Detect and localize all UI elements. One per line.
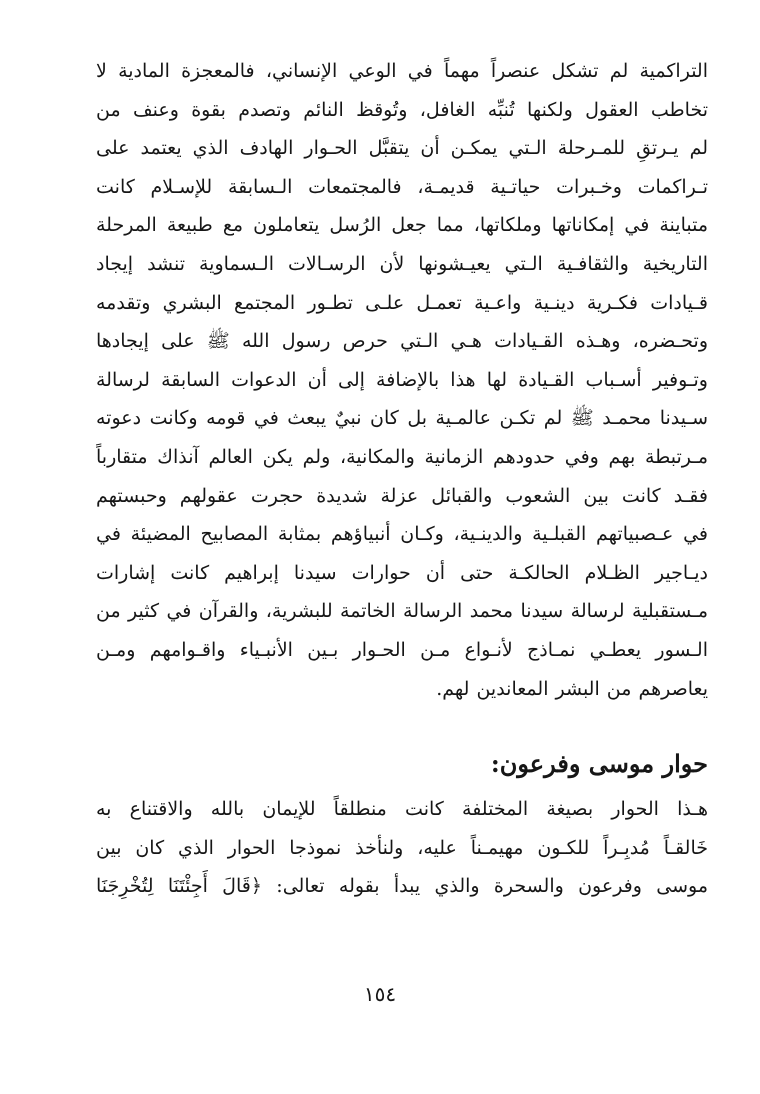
document-page: [96, 52, 708, 906]
text-line: فقـد كانت بين الشعوب والقبائل عزلة شديدة حجرت عقولهم وحبستهم: [96, 484, 708, 507]
text-line: تخاطب العقول ولكنها تُنبِّه الغافل، وتُوقظ النائم وتصدم بقوة وعنف من: [96, 98, 708, 121]
text-line: موسى وفرعون والسحرة والذي يبدأ بقوله تعالى: ﴿قَالَ أَجِئْتَنَا لِتُخْرِجَنَا: [96, 875, 708, 898]
section-heading: حوار موسى وفرعون:: [490, 749, 708, 779]
paragraph-1: [96, 52, 708, 708]
text-line: تـراكمات وخـبرات حياتـية قديمـة، فالمجتمعات الـسابقة للإسـلام كانت: [96, 175, 708, 198]
text-line: مـستقبلية لرسالة سيدنا محمد الرسالة الخاتمة للبشرية، والقرآن في كثير من: [96, 600, 708, 623]
text-line-final: يعاصرهم من البشر المعاندين لهم.: [436, 677, 708, 700]
text-line: مـرتبطة بهم وفي حدودهم الزمانية والمكانية، ولم يكن العالم آنذاك متقارباً: [96, 445, 708, 468]
text-line: الـسور يعطـي نمـاذج لأنـواع مـن الحـوار بـين الأنبـياء واقـوامهم ومـن: [96, 638, 708, 661]
text-line: لم يـرتقِ للمـرحلة الـتي يمكـن أن يتقبَّل الحـوار الهادف الذي يعتمد على: [96, 137, 708, 160]
text-line: متباينة في إمكاناتها وملكاتها، مما جعل الرُسل يتعاملون مع طبيعة المرحلة: [96, 214, 708, 237]
text-line: سـيدنا محمـد ﷺ لم تكـن عالمـية بل كان نبيٌ يبعث في قومه وكانت دعوته: [96, 407, 708, 430]
paragraph-2: [96, 790, 708, 906]
text-line: في عـصبياتهم القبلـية والدينـية، وكـان أنبياؤهم بمثابة المصابيح المضيئة في: [96, 523, 708, 546]
text-line: التراكمية لم تشكل عنصراً مهماً في الوعي الإنساني، فالمعجزة المادية لا: [96, 60, 708, 82]
text-line: خَالقـاً مُدبِـراً للكـون مهيمـناً عليه، ولنأخذ نموذجا الحوار الذي كان بين: [96, 836, 708, 859]
text-line: التاريخية والثقافـية الـتي يعيـشونها لأن الرسـالات الـسماوية تنشد إيجاد: [96, 252, 708, 275]
page-number: ١٥٤: [363, 982, 397, 1006]
text-line: وتـوفير أسـباب القـيادة لها هذا بالإضافة إلى أن الدعوات السابقة لرسالة: [96, 368, 708, 391]
text-line: قـيادات فكـرية دينـية واعـية تعمـل علـى تطـور المجتمع البشري وتقدمه: [96, 291, 708, 314]
text-line: وتحـضره، وهـذه القـيادات هـي الـتي حرص رسول الله ﷺ على إيجادها: [96, 330, 708, 353]
text-line: ديـاجير الظـلام الحالكـة حتى أن حوارات سيدنا إبراهيم كانت إشارات: [96, 561, 708, 584]
text-line: هـذا الحوار بصيغة المختلفة كانت منطلقاً للإيمان بالله والاقتناع به: [96, 798, 708, 821]
